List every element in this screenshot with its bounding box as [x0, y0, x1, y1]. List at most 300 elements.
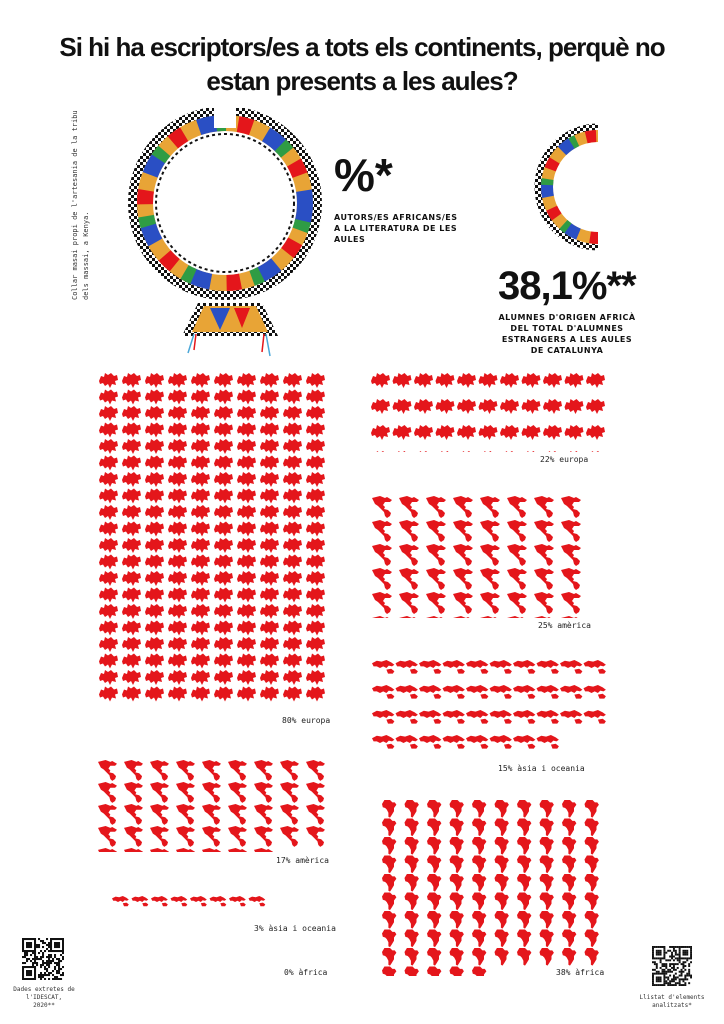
africa-icon — [540, 893, 554, 911]
europe-icon — [214, 654, 233, 669]
qr-module — [26, 938, 28, 940]
qr-module — [675, 952, 677, 954]
america-icon — [280, 804, 299, 825]
qr-module — [684, 946, 686, 948]
qr-module — [686, 973, 688, 975]
qr-module — [667, 984, 669, 986]
america-icon — [228, 848, 247, 852]
europe-icon — [306, 637, 325, 652]
qr-module — [684, 978, 686, 980]
qr-module — [663, 973, 665, 975]
asia-oceania-icon — [210, 896, 227, 906]
necklace-caption-line-1: Collar masai propi de l'artesania de la tribu — [71, 110, 79, 300]
europe-icon — [414, 425, 433, 440]
europe-icon — [214, 670, 233, 685]
europe-icon — [586, 451, 605, 452]
america-icon — [150, 760, 169, 781]
america-icon — [426, 616, 446, 618]
europe-icon — [522, 451, 541, 452]
europe-icon — [191, 637, 210, 652]
footer-left-line-3: 2020** — [33, 1002, 55, 1009]
asia-oceania-icon — [513, 685, 535, 699]
europe-icon — [543, 425, 562, 440]
qr-module — [42, 964, 44, 966]
qr-module — [30, 960, 32, 962]
america-icon — [534, 568, 554, 590]
qr-module — [32, 978, 34, 980]
qr-module — [22, 978, 24, 980]
africa-icon — [495, 948, 509, 966]
caption-literatura-america: 17% amèrica — [276, 856, 329, 865]
qr-module — [652, 973, 654, 975]
europe-icon — [283, 588, 302, 603]
africa-icon — [585, 819, 599, 837]
qr-module — [669, 959, 671, 961]
qr-module — [688, 982, 690, 984]
europe-icon — [260, 571, 279, 586]
africa-icon — [540, 930, 554, 948]
qr-module — [652, 954, 654, 956]
qr-module — [652, 980, 654, 982]
europe-icon — [283, 654, 302, 669]
qr-module — [690, 956, 692, 958]
stat-1-label-line-2: A LA LITERATURA DE LES — [334, 224, 458, 233]
africa-icon — [405, 893, 419, 911]
europe-icon — [168, 538, 187, 553]
europe-icon — [145, 472, 164, 487]
europe-icon — [145, 522, 164, 537]
qr-module — [686, 946, 688, 948]
qr-module — [28, 942, 30, 944]
qr-module — [58, 938, 60, 940]
america-icon — [399, 520, 419, 542]
qr-module — [52, 960, 54, 962]
europe-icon — [214, 390, 233, 405]
qr-module — [663, 969, 665, 971]
qr-module — [671, 971, 673, 973]
qr-module — [36, 962, 38, 964]
europe-icon — [260, 687, 279, 702]
qr-module — [48, 956, 50, 958]
qr-module — [28, 972, 30, 974]
qr-module — [26, 970, 28, 972]
page-title — [20, 30, 704, 98]
europe-icon — [457, 373, 476, 388]
qr-module — [50, 942, 52, 944]
europe-icon — [168, 621, 187, 636]
qr-module — [48, 950, 50, 952]
qr-module — [673, 967, 675, 969]
qr-module — [656, 963, 658, 965]
qr-module — [686, 954, 688, 956]
europe-icon — [414, 451, 433, 452]
europe-icon — [145, 538, 164, 553]
america-icon — [534, 592, 554, 614]
asia-oceania-icon — [513, 660, 535, 674]
europe-icon — [145, 505, 164, 520]
qr-module — [681, 969, 683, 971]
europe-icon — [145, 406, 164, 421]
qr-module — [62, 948, 64, 950]
footer-left-line-2: l'IDESCAT, — [25, 994, 63, 1001]
europe-icon — [479, 373, 498, 388]
europe-icon — [371, 399, 390, 414]
qr-module — [663, 971, 665, 973]
europe-icon — [191, 670, 210, 685]
europe-icon — [237, 472, 256, 487]
qr-module — [679, 980, 681, 982]
europe-icon — [122, 522, 141, 537]
europe-icon — [500, 373, 519, 388]
europe-icon — [283, 456, 302, 471]
qr-module — [663, 946, 665, 948]
europe-icon — [191, 456, 210, 471]
europe-icon — [479, 399, 498, 414]
qr-module — [682, 954, 684, 956]
america-icon — [453, 520, 473, 542]
africa-icon — [540, 819, 554, 837]
qr-module — [681, 984, 683, 986]
africa-icon — [382, 874, 396, 892]
qr-module — [663, 965, 665, 967]
qr-module — [38, 976, 40, 978]
europe-icon — [191, 555, 210, 570]
qr-module — [50, 962, 52, 964]
qr-module — [34, 944, 36, 946]
qr-module — [660, 984, 662, 986]
qr-module — [669, 969, 671, 971]
qr-module — [656, 980, 658, 982]
pictogram-alumnes-asia-oceania — [372, 660, 608, 758]
stat-2-label-line-2: DEL TOTAL D'ALUMNES — [510, 324, 624, 333]
america-icon — [280, 826, 299, 847]
asia-oceania-icon — [490, 735, 512, 749]
america-icon — [202, 848, 221, 852]
qr-module — [56, 950, 58, 952]
africa-icon — [517, 930, 531, 948]
qr-module — [688, 973, 690, 975]
europe-icon — [99, 505, 118, 520]
africa-icon — [382, 948, 396, 966]
pictogram-literatura-america — [98, 760, 334, 852]
europe-icon — [283, 687, 302, 702]
europe-icon — [457, 399, 476, 414]
qr-module — [679, 957, 681, 959]
qr-module — [24, 938, 26, 940]
qr-module — [36, 964, 38, 966]
asia-oceania-icon — [584, 660, 606, 674]
qr-module — [62, 942, 64, 944]
america-icon — [124, 782, 143, 803]
qr-module — [48, 964, 50, 966]
africa-icon — [450, 800, 464, 818]
qr-module — [682, 978, 684, 980]
qr-module — [48, 942, 50, 944]
footer-data-source — [4, 986, 84, 1010]
qr-module — [56, 964, 58, 966]
qr-module — [681, 975, 683, 977]
europe-icon — [145, 439, 164, 454]
europe-icon — [122, 423, 141, 438]
qr-module — [22, 946, 24, 948]
europe-icon — [543, 451, 562, 452]
qr-module — [46, 948, 48, 950]
qr-module — [58, 970, 60, 972]
qr-module — [58, 958, 60, 960]
europe-icon — [237, 588, 256, 603]
asia-oceania-icon — [396, 735, 418, 749]
qr-module — [673, 978, 675, 980]
asia-oceania-icon — [443, 735, 465, 749]
europe-icon — [168, 472, 187, 487]
europe-icon — [122, 571, 141, 586]
qr-code-data-source[interactable] — [22, 938, 64, 980]
europe-icon — [99, 489, 118, 504]
america-icon — [98, 848, 117, 852]
qr-module — [54, 978, 56, 980]
qr-module — [24, 966, 26, 968]
qr-module — [22, 972, 24, 974]
africa-icon — [562, 874, 576, 892]
europe-icon — [500, 425, 519, 440]
qr-module — [671, 967, 673, 969]
europe-icon — [283, 439, 302, 454]
europe-icon — [237, 406, 256, 421]
europe-icon — [306, 538, 325, 553]
qr-module — [669, 963, 671, 965]
europe-icon — [122, 621, 141, 636]
qr-module — [654, 961, 656, 963]
europe-icon — [283, 538, 302, 553]
qr-module — [673, 980, 675, 982]
qr-module — [62, 938, 64, 940]
qr-module — [684, 984, 686, 986]
asia-oceania-icon — [443, 685, 465, 699]
qr-module — [24, 962, 26, 964]
europe-icon — [393, 425, 412, 440]
qr-module — [62, 950, 64, 952]
footer-right-line-2: analitzats* — [652, 1002, 692, 1009]
qr-module — [688, 963, 690, 965]
qr-module — [22, 950, 24, 952]
africa-icon — [427, 800, 441, 818]
stat-2-label-line-3: ESTRANGERS A LES AULES — [501, 335, 633, 344]
qr-module — [34, 976, 36, 978]
qr-module — [652, 956, 654, 958]
qr-module — [56, 938, 58, 940]
europe-icon — [99, 588, 118, 603]
qr-module — [22, 966, 24, 968]
europe-icon — [145, 670, 164, 685]
qr-module — [50, 946, 52, 948]
qr-module — [34, 972, 36, 974]
africa-icon — [562, 948, 576, 966]
qr-module — [34, 960, 36, 962]
europe-icon — [214, 687, 233, 702]
qr-module — [56, 946, 58, 948]
america-icon — [98, 760, 117, 781]
europe-icon — [565, 399, 584, 414]
europe-icon — [237, 604, 256, 619]
qr-module — [34, 950, 36, 952]
footer-right-line-1: Llistat d'elements — [639, 994, 705, 1001]
europe-icon — [122, 390, 141, 405]
africa-icon — [540, 911, 554, 929]
qr-module — [658, 971, 660, 973]
qr-module — [50, 960, 52, 962]
asia-oceania-icon — [419, 685, 441, 699]
africa-icon — [472, 856, 486, 874]
qr-module — [677, 957, 679, 959]
europe-icon — [543, 399, 562, 414]
europe-icon — [237, 456, 256, 471]
qr-module — [36, 958, 38, 960]
europe-icon — [145, 588, 164, 603]
qr-module — [690, 976, 692, 978]
europe-icon — [191, 439, 210, 454]
qr-module — [667, 982, 669, 984]
qr-module — [44, 966, 46, 968]
europe-icon — [168, 406, 187, 421]
africa-icon — [472, 948, 486, 966]
qr-module — [44, 962, 46, 964]
europe-icon — [214, 637, 233, 652]
qr-module — [679, 954, 681, 956]
qr-module — [686, 950, 688, 952]
america-icon — [124, 760, 143, 781]
qr-module — [56, 958, 58, 960]
qr-module — [660, 967, 662, 969]
qr-module — [56, 944, 58, 946]
qr-module — [26, 958, 28, 960]
america-icon — [176, 804, 195, 825]
africa-icon — [427, 856, 441, 874]
europe-icon — [436, 451, 455, 452]
qr-module — [677, 967, 679, 969]
europe-icon — [99, 522, 118, 537]
qr-module — [50, 972, 52, 974]
africa-icon — [382, 967, 396, 977]
qr-module — [660, 946, 662, 948]
qr-module — [22, 976, 24, 978]
america-icon — [176, 760, 195, 781]
qr-module — [686, 952, 688, 954]
caption-alumnes-africa: 38% àfrica — [556, 968, 605, 977]
europe-icon — [122, 654, 141, 669]
america-icon — [306, 782, 325, 803]
europe-icon — [99, 538, 118, 553]
america-icon — [306, 826, 325, 847]
europe-icon — [191, 654, 210, 669]
qr-module — [62, 972, 64, 974]
qr-module — [38, 938, 40, 940]
qr-module — [652, 957, 654, 959]
europe-icon — [214, 439, 233, 454]
asia-oceania-icon — [537, 735, 559, 749]
europe-icon — [191, 522, 210, 537]
qr-module — [671, 954, 673, 956]
qr-module — [36, 946, 38, 948]
africa-icon — [405, 967, 419, 977]
africa-icon — [540, 856, 554, 874]
stat-1-label — [334, 212, 458, 245]
europe-icon — [145, 555, 164, 570]
stat-1-label-line-1: AUTORS/ES AFRICANS/ES — [334, 213, 458, 222]
qr-module — [46, 938, 48, 940]
qr-module — [681, 973, 683, 975]
europe-icon — [214, 588, 233, 603]
america-icon — [507, 496, 527, 518]
qr-module — [34, 956, 36, 958]
qr-module — [44, 968, 46, 970]
africa-icon — [450, 911, 464, 929]
qr-module — [48, 944, 50, 946]
qr-module — [671, 984, 673, 986]
europe-icon — [122, 489, 141, 504]
africa-icon — [540, 800, 554, 818]
america-icon — [480, 616, 500, 618]
europe-icon — [145, 637, 164, 652]
africa-icon — [382, 930, 396, 948]
europe-icon — [122, 373, 141, 388]
europe-icon — [145, 621, 164, 636]
europe-icon — [260, 654, 279, 669]
europe-icon — [122, 588, 141, 603]
europe-icon — [99, 390, 118, 405]
qr-module — [690, 961, 692, 963]
qr-module — [56, 978, 58, 980]
europe-icon — [237, 489, 256, 504]
qr-code-elements-list[interactable] — [652, 946, 692, 986]
qr-module — [690, 975, 692, 977]
america-icon — [228, 826, 247, 847]
europe-icon — [260, 406, 279, 421]
qr-module — [658, 976, 660, 978]
qr-module — [22, 962, 24, 964]
america-icon — [98, 804, 117, 825]
europe-icon — [260, 604, 279, 619]
europe-icon — [237, 538, 256, 553]
qr-module — [663, 954, 665, 956]
qr-module — [665, 963, 667, 965]
africa-icon — [382, 893, 396, 911]
qr-module — [30, 966, 32, 968]
africa-icon — [562, 911, 576, 929]
qr-module — [34, 942, 36, 944]
africa-icon — [517, 874, 531, 892]
caption-literatura-africa: 0% àfrica — [284, 968, 328, 977]
qr-module — [688, 946, 690, 948]
europe-icon — [122, 472, 141, 487]
qr-module — [660, 978, 662, 980]
qr-module — [46, 970, 48, 972]
pictogram-alumnes-europa — [370, 372, 606, 452]
africa-icon — [427, 874, 441, 892]
america-icon — [124, 804, 143, 825]
qr-module — [690, 950, 692, 952]
qr-module — [656, 978, 658, 980]
europe-icon — [283, 604, 302, 619]
africa-icon — [585, 893, 599, 911]
africa-icon — [405, 948, 419, 966]
america-icon — [254, 782, 273, 803]
qr-module — [660, 976, 662, 978]
asia-oceania-icon — [372, 710, 394, 724]
america-icon — [254, 848, 273, 852]
qr-module — [682, 967, 684, 969]
europe-icon — [586, 425, 605, 440]
qr-module — [48, 960, 50, 962]
